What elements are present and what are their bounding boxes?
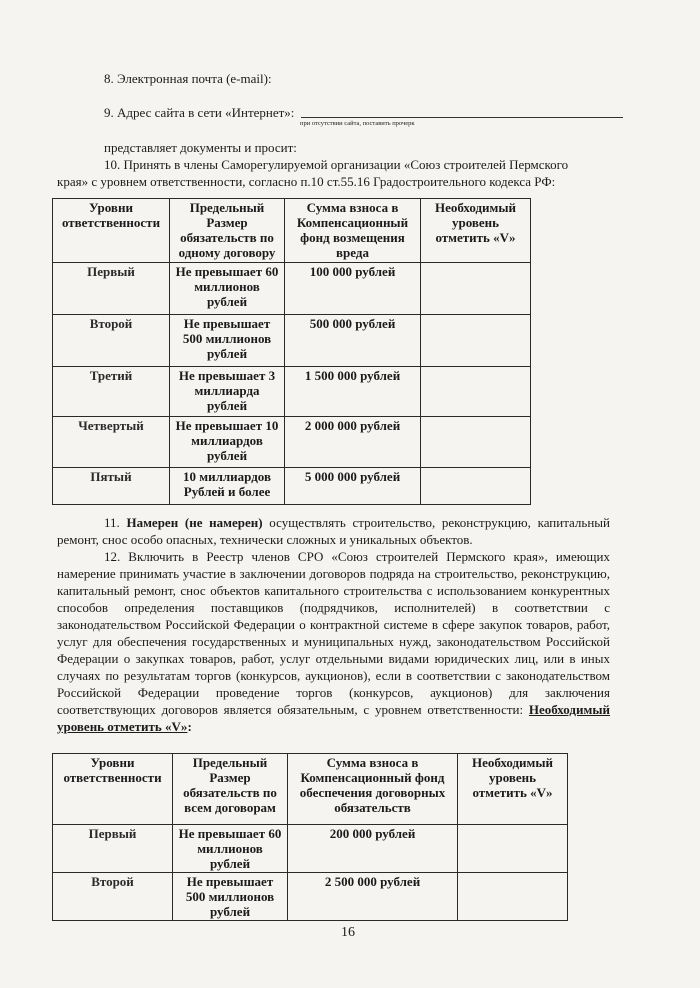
header-mark: Необходимый уровень отметить «V» [421,199,531,263]
email-item: 8. Электронная почта (e-mail): [104,71,272,86]
liability-table-contracts [52,753,568,921]
table-row [53,873,568,921]
website-fill-line[interactable] [301,117,623,118]
mark-cell[interactable] [421,315,531,367]
level-cell: Пятый [53,468,170,505]
limit-cell: Не превышает 3 миллиарда рублей [170,367,285,417]
limit-cell: Не превышает 60 миллионов рублей [173,825,288,873]
level-cell: Первый [53,263,170,315]
fee-cell: 1 500 000 рублей [285,367,421,417]
header-limit: Предельный Размер обязательств по всем договорам [173,754,288,825]
header-levels: Уровни ответственности [53,199,170,263]
mark-cell[interactable] [421,263,531,315]
page-number: 16 [341,925,355,940]
fee-cell: 2 500 000 рублей [288,873,458,921]
fee-cell: 500 000 рублей [285,315,421,367]
website-item: 9. Адрес сайта в сети «Интернет»: [104,105,295,120]
item12-paragraph [57,548,610,735]
limit-cell: 10 миллиардов Рублей и более [170,468,285,505]
table-row [53,315,531,367]
item12-emphasis: Необходимый уровень отметить «V» [57,702,610,734]
item11-number: 11. [104,515,120,530]
fee-cell: 5 000 000 рублей [285,468,421,505]
submits-text: представляет документы и просит: [104,140,297,155]
table-row [53,263,531,315]
table-header-row [53,199,531,263]
mark-cell[interactable] [458,873,568,921]
header-mark: Необходимый уровень отметить «V» [458,754,568,825]
header-fee: Сумма взноса в Компенсационный фонд возмещения вреда [285,199,421,263]
limit-cell: Не превышает 500 миллионов рублей [170,315,285,367]
item12-text: 12. Включить в Реестр членов СРО «Союз строителей Пермского края», имеющих намерение принимать участие в заключении договоров подряда на строительство, реконструкцию, капитальный ремонт, снос объектов капитального строительства с использованием конкурентных способов определения поставщиков (подрядчиков, исполнителей) в соответствии с законодательством Российской Федерации о контрактной системе в сфере закупок товаров, работ, услуг для обеспечения государственных и муниципальных нужд, законодательством Российской Федерации о закупках товаров, работ, услуг отдельными видами юридических лиц, или в иных случаях по результатам торгов (конкурсов, аукционов), если в соответствии с законодательством Российской Федерации проведение торгов (конкурсов, аукционов) для заключения соответствующих договоров является обязательным, с уровнем ответственности: [57,549,610,717]
mark-cell[interactable] [458,825,568,873]
liability-table-harm [52,198,531,505]
level-cell: Третий [53,367,170,417]
level-cell: Второй [53,873,173,921]
header-levels: Уровни ответственности [53,754,173,825]
item10-line2: края» с уровнем ответственности, согласно п.10 ст.55.16 Градостроительного кодекса РФ: [57,174,556,189]
mark-cell[interactable] [421,367,531,417]
limit-cell: Не превышает 500 миллионов рублей [173,873,288,921]
header-limit: Предельный Размер обязательств по одному договору [170,199,285,263]
item11-intent: Намерен (не намерен) [126,515,263,530]
item10-line1: 10. Принять в члены Саморегулируемой организации «Союз строителей Пермского [104,157,569,172]
header-fee: Сумма взноса в Компенсационный фонд обеспечения договорных обязательств [288,754,458,825]
table-row [53,825,568,873]
level-cell: Четвертый [53,417,170,468]
item11-text: осуществлять строительство, реконструкцию, капитальный ремонт, снос особо опасных, технически сложных и уникальных объектов. [57,515,610,547]
fee-cell: 200 000 рублей [288,825,458,873]
level-cell: Первый [53,825,173,873]
table-row [53,367,531,417]
limit-cell: Не превышает 10 миллиардов рублей [170,417,285,468]
table-header-row [53,754,568,825]
item12-tail: : [187,719,192,734]
level-cell: Второй [53,315,170,367]
mark-cell[interactable] [421,417,531,468]
mark-cell[interactable] [421,468,531,505]
limit-cell: Не превышает 60 миллионов рублей [170,263,285,315]
website-note: при отсутствии сайта, поставить прочерк [300,120,415,127]
table-row [53,468,531,505]
item11-paragraph [57,514,610,548]
fee-cell: 100 000 рублей [285,263,421,315]
table-row [53,417,531,468]
fee-cell: 2 000 000 рублей [285,417,421,468]
